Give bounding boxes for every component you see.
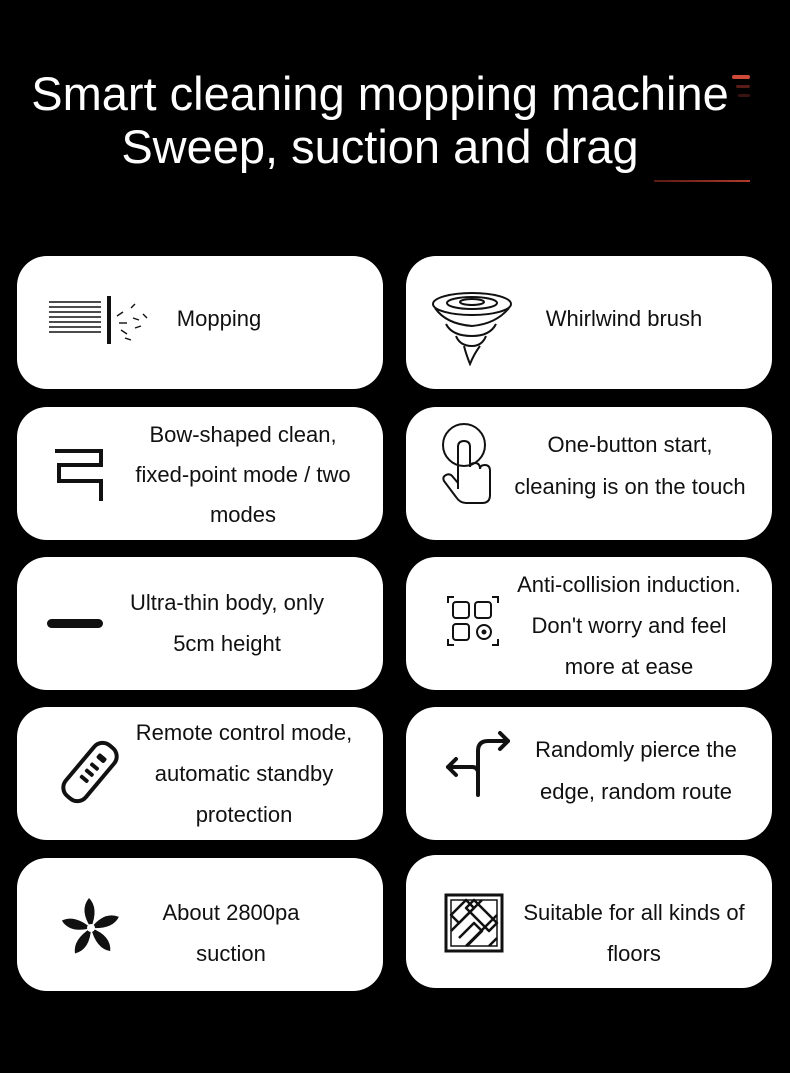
feature-label-line: One-button start, [547,432,713,457]
feature-card-remote-control [17,707,383,840]
accent-bars-icon [732,74,750,104]
feature-label [129,892,333,974]
title-line-1: Smart cleaning mopping machine [31,67,729,120]
fan-icon [59,896,123,960]
feature-label-line: Whirlwind brush [545,306,703,331]
feature-label [113,415,373,535]
feature-card-mopping [17,256,383,389]
feature-label-line: About 2800pa [162,900,300,925]
feature-label [107,582,347,664]
accent-underline [654,180,750,182]
feature-card-bow-shaped [17,407,383,540]
feature-label-line: Mopping [176,306,262,331]
feature-label-line: Randomly pierce the [535,737,737,762]
sensor-icon [446,595,500,647]
feature-label [516,729,756,813]
feature-label [510,892,758,974]
feature-label-line: floors [607,941,661,966]
feature-label [149,299,289,339]
touch-finger-icon [440,423,496,507]
feature-label [504,564,754,687]
feature-label-line: automatic standby [154,761,334,786]
feature-label-line: Anti-collision induction. [517,572,741,597]
feature-label-line: suction [196,941,266,966]
feature-label-line: edge, random route [539,779,733,804]
feature-label-line: Remote control mode, [135,720,353,745]
route-arrows-icon [444,729,514,797]
bow-path-icon [53,447,107,505]
feature-card-suction [17,858,383,991]
feature-label-line: 5cm height [173,631,281,656]
feature-label-line: Suitable for all kinds of [523,900,745,925]
feature-label-line: Don't worry and feel [531,613,727,638]
feature-label-line: protection [195,802,293,827]
feature-label-line: fixed-point mode / two [135,462,351,487]
feature-label-line: Ultra-thin body, only [129,590,324,615]
feature-label [502,424,758,508]
feature-card-whirlwind-brush [406,256,772,389]
feature-label-line: more at ease [564,654,694,679]
thin-body-icon [47,619,105,629]
whirlwind-brush-icon [430,290,514,366]
feature-label-line: Bow-shaped clean, [149,422,337,447]
feature-label [119,712,369,835]
title-line-2: Sweep, suction and drag [121,120,639,173]
floor-tiles-icon [444,893,504,953]
feature-card-one-button-start [406,407,772,540]
mopping-icon [47,296,151,346]
feature-card-floors [406,855,772,988]
feature-card-ultra-thin [17,557,383,690]
feature-label-line: modes [209,502,277,527]
feature-label-line: cleaning is on the touch [514,474,746,499]
feature-label [522,299,726,339]
remote-control-icon [57,737,123,807]
feature-card-anti-collision [406,557,772,690]
feature-card-random-route [406,707,772,840]
